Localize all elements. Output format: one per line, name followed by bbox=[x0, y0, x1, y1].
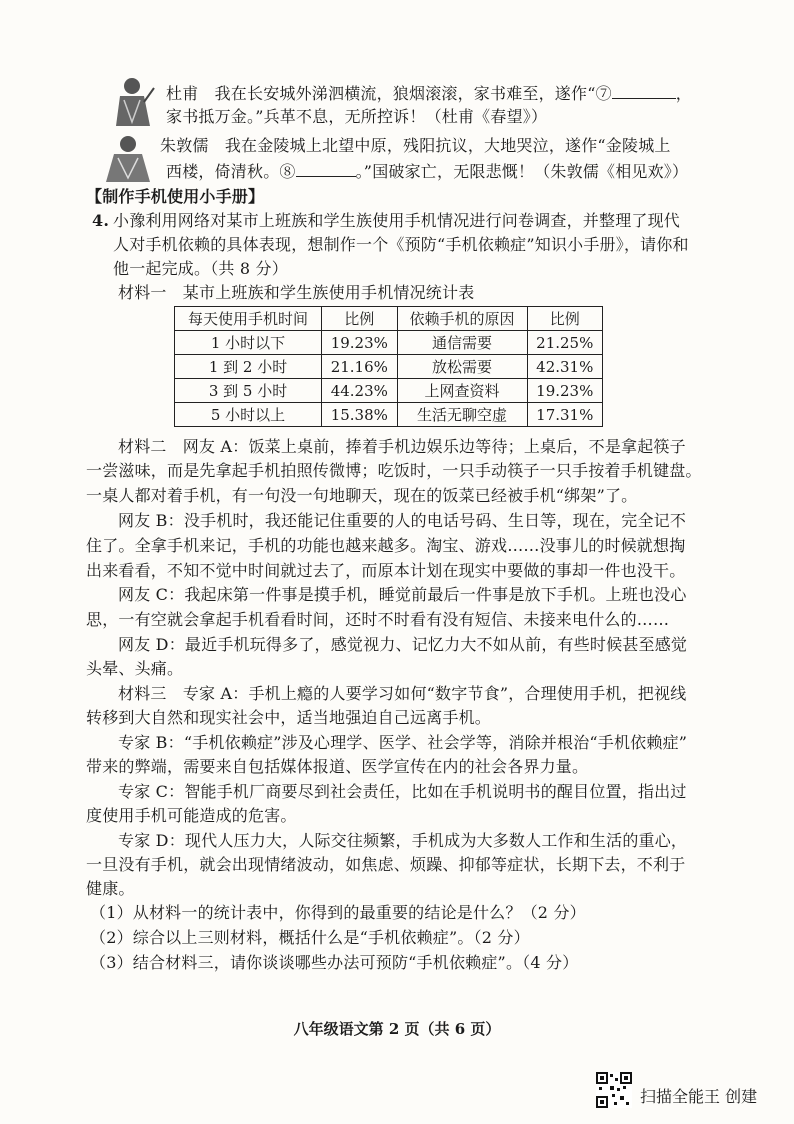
table-row bbox=[175, 331, 603, 355]
table-header: 每天使用手机时间 bbox=[175, 307, 322, 331]
body-line: 带来的弊端，需要来自包括媒体报道、医学宣传在内的社会各界力量。 bbox=[86, 757, 589, 776]
table-header: 比例 bbox=[322, 307, 397, 331]
table-cell: 44.23% bbox=[322, 379, 397, 403]
question-line: 人对手机依赖的具体表现，想制作一个《预防“手机依赖症”知识小手册》，请你和 bbox=[113, 235, 689, 254]
body-line: 住了。全拿手机来记，手机的功能也越来越多。淘宝、游戏……没事儿的时候就想掏 bbox=[86, 536, 686, 555]
table-cell: 上网查资料 bbox=[397, 379, 527, 403]
table-cell: 19.23% bbox=[322, 331, 397, 355]
table-header-row bbox=[175, 307, 603, 331]
table-cell: 15.38% bbox=[322, 403, 397, 427]
du-fu-line1: 杜甫 我在长安城外涕泗横流，狼烟滚滚，家书难至，遂作“⑦ ， bbox=[166, 84, 692, 103]
zhu-dunru-line2: 西楼，倚清秋。⑧ 。”国破家亡，无限悲慨！（朱敦儒《相见欢》） bbox=[166, 162, 689, 181]
qr-code-icon bbox=[596, 1072, 632, 1108]
stats-table bbox=[174, 306, 603, 427]
question-line: 他一起完成。（共 8 分） bbox=[113, 259, 288, 278]
zhu-dunru-line1: 朱敦儒 我在金陵城上北望中原，残阳抗议，大地哭泣，遂作“金陵城上 bbox=[160, 136, 671, 155]
sub-question: （1）从材料一的统计表中，你得到的最重要的结论是什么？（2 分） bbox=[90, 903, 586, 922]
table-cell: 通信需要 bbox=[397, 331, 527, 355]
answer-blank-7[interactable] bbox=[612, 82, 676, 99]
table-header: 比例 bbox=[527, 307, 602, 331]
sub-question: （2）综合以上三则材料，概括什么是“手机依赖症”。（2 分） bbox=[90, 928, 530, 947]
scanner-brand: 扫描全能王 创建 bbox=[640, 1087, 758, 1106]
body-line: 材料二 网友 A：饭菜上桌前，捧着手机边娱乐边等待；上桌后，不是拿起筷子 bbox=[118, 437, 686, 456]
table-cell: 放松需要 bbox=[397, 355, 527, 379]
table-cell: 17.31% bbox=[527, 403, 602, 427]
table-cell: 42.31% bbox=[527, 355, 602, 379]
question-number: 4. bbox=[92, 211, 110, 230]
question-line: 小豫利用网络对某市上班族和学生族使用手机情况进行问卷调查，并整理了现代 bbox=[113, 211, 681, 230]
table-cell: 3 到 5 小时 bbox=[175, 379, 322, 403]
table-cell: 1 到 2 小时 bbox=[175, 355, 322, 379]
table-cell: 1 小时以下 bbox=[175, 331, 322, 355]
body-line: 头晕、头痛。 bbox=[86, 659, 184, 678]
table-row bbox=[175, 355, 603, 379]
table-cell: 生活无聊空虚 bbox=[397, 403, 527, 427]
body-line: 出来看看，不知不觉中时间就过去了，而原本计划在现实中要做的事却一件也没干。 bbox=[86, 561, 686, 580]
table-header: 依赖手机的原因 bbox=[397, 307, 527, 331]
table-cell: 5 小时以上 bbox=[175, 403, 322, 427]
page-footer: 八年级语文第 2 页（共 6 页） bbox=[293, 1020, 501, 1038]
body-line: 网友 B：没手机时，我还能记住重要的人的电话号码、生日等，现在，完全记不 bbox=[118, 511, 687, 530]
body-line: 思，一有空就会拿起手机看看时间，还时不时看有没有短信、未接来电什么的…… bbox=[86, 610, 670, 629]
section-title: 【制作手机使用小手册】 bbox=[86, 187, 265, 206]
body-line: 材料三 专家 A：手机上瘾的人要学习如何“数字节食”，合理使用手机，把视线 bbox=[118, 684, 687, 703]
table-cell: 19.23% bbox=[527, 379, 602, 403]
table-cell: 21.16% bbox=[322, 355, 397, 379]
body-line: 度使用手机可能造成的危害。 bbox=[86, 806, 297, 825]
poet-name: 杜甫 bbox=[166, 84, 199, 103]
body-line: 网友 D：最近手机玩得多了，感觉视力、记忆力大不如从前，有些时候甚至感觉 bbox=[118, 635, 688, 654]
body-line: 健康。 bbox=[86, 879, 135, 898]
zhu-dunru-portrait bbox=[100, 134, 156, 184]
body-line: 一尝滋味，而是先拿起手机拍照传微博；吃饭时，一只手动筷子一只手按着手机键盘。 bbox=[86, 461, 702, 480]
body-line: 专家 D：现代人压力大，人际交往频繁，手机成为大多数人工作和生活的重心， bbox=[118, 831, 688, 850]
body-line: 一桌人都对着手机，有一句没一句地聊天，现在的饭菜已经被手机“绑架”了。 bbox=[86, 486, 638, 505]
table-row bbox=[175, 379, 603, 403]
body-line: 专家 B：“手机依赖症”涉及心理学、医学、社会学等，消除并根治“手机依赖症” bbox=[118, 733, 688, 752]
material1-title: 材料一 某市上班族和学生族使用手机情况统计表 bbox=[118, 283, 475, 302]
du-fu-line2: 家书抵万金。”兵革不息，无所控诉！（杜甫《春望》） bbox=[166, 107, 548, 126]
body-line: 专家 C：智能手机厂商要尽到社会责任，比如在手机说明书的醒目位置，指出过 bbox=[118, 782, 687, 801]
body-line: 一旦没有手机，就会出现情绪波动，如焦虑、烦躁、抑郁等症状，长期下去，不利于 bbox=[86, 855, 686, 874]
body-line: 转移到大自然和现实社会中，适当地强迫自己远离手机。 bbox=[86, 708, 492, 727]
answer-blank-8[interactable] bbox=[296, 160, 356, 177]
table-cell: 21.25% bbox=[527, 331, 602, 355]
du-fu-portrait bbox=[110, 76, 158, 128]
sub-question: （3）结合材料三，请你谈谈哪些办法可预防“手机依赖症”。（4 分） bbox=[90, 953, 579, 972]
body-line: 网友 C：我起床第一件事是摸手机，睡觉前最后一件事是放下手机。上班也没心 bbox=[118, 585, 687, 604]
poet-name: 朱敦儒 bbox=[160, 136, 209, 155]
table-row bbox=[175, 403, 603, 427]
